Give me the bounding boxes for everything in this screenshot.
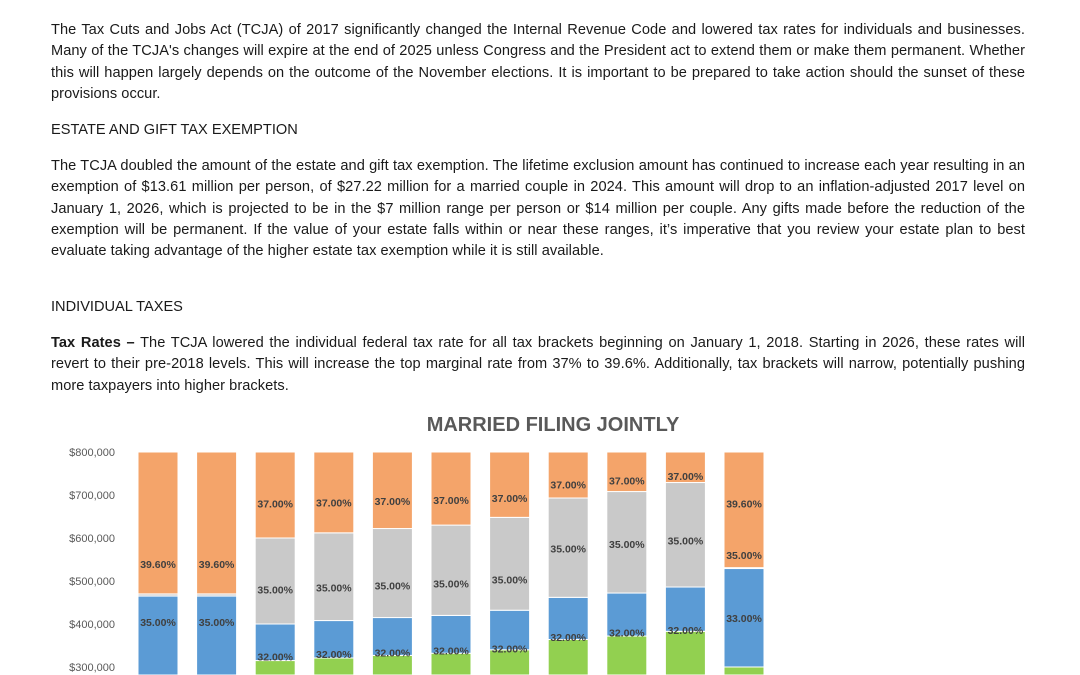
data-label: 33.00% xyxy=(726,612,762,625)
bar-segment xyxy=(431,525,471,615)
bar-segment xyxy=(255,538,295,624)
data-label: 37.00% xyxy=(667,471,704,484)
data-label: 39.60% xyxy=(140,558,176,571)
y-tick-label: $800,000 xyxy=(69,447,115,459)
bar-segment xyxy=(607,636,647,675)
data-label: 35.00% xyxy=(667,535,704,548)
y-tick-label: $700,000 xyxy=(69,490,115,502)
data-label: 35.00% xyxy=(198,616,235,629)
data-label: 37.00% xyxy=(315,497,352,510)
estate-gift-heading: ESTATE AND GIFT TAX EXEMPTION xyxy=(51,122,298,138)
y-tick-label: $400,000 xyxy=(69,619,115,631)
data-label: 37.00% xyxy=(608,475,645,488)
data-label: 32.00% xyxy=(491,643,528,656)
y-tick-label: $600,000 xyxy=(69,533,115,545)
bar-segment xyxy=(372,452,412,529)
data-label: 39.60% xyxy=(726,498,762,511)
tax-rates-text: The TCJA lowered the individual federal tax rate for all tax brackets beginning on January 1, 2018. Starting in 2026, these rates will revert to their pre-2018 levels. This will increase the top marginal rate from 37% to 39.6%. Additionally, tax brackets will narrow, potentially pushing more taxpayers into higher brackets. xyxy=(51,335,1025,394)
data-label: 32.00% xyxy=(550,631,587,644)
bar-segment xyxy=(490,452,530,517)
bar-segment xyxy=(138,596,178,675)
estate-gift-paragraph: The TCJA doubled the amount of the estate and gift tax exemption. The lifetime exclusion amount has continued to increase each year resulting in an exemption of $13.61 million per person, of $27.22 million for a married couple in 2024. This amount will drop to an inflation-adjusted 2017 level on January 1, 2026, which is projected to be in the $7 million range per person or $14 million per couple. Any gifts made before the reduction of the exemption will be permanent. If the value of your estate falls within or near these ranges, it’s imperative that you review your estate plan to best evaluate taking advantage of the higher estate tax exemption while it is still available. xyxy=(51,158,1025,260)
bar-segment xyxy=(197,596,237,675)
data-label: 32.00% xyxy=(374,647,411,660)
chart-svg xyxy=(0,405,1080,675)
bar-segment xyxy=(314,533,354,621)
data-label: 35.00% xyxy=(608,539,645,552)
data-label: 32.00% xyxy=(667,625,704,638)
y-tick-label: $500,000 xyxy=(69,576,115,588)
data-label: 35.00% xyxy=(315,582,352,595)
y-axis xyxy=(69,447,115,674)
data-label: 37.00% xyxy=(257,498,294,511)
data-label: 32.00% xyxy=(315,649,352,662)
tax-rates-paragraph xyxy=(51,333,1025,397)
data-label: 35.00% xyxy=(433,578,469,591)
chart-title: MARRIED FILING JOINTLY xyxy=(426,414,680,436)
data-label: 35.00% xyxy=(257,584,294,597)
data-label: 32.00% xyxy=(257,651,294,664)
bar-segment xyxy=(665,631,705,675)
bar-segment xyxy=(548,639,588,675)
individual-taxes-heading: INDIVIDUAL TAXES xyxy=(51,299,183,315)
data-label: 37.00% xyxy=(491,493,528,506)
bar-segment xyxy=(372,529,412,618)
y-tick-label: $300,000 xyxy=(69,662,115,674)
bar-segment xyxy=(431,452,471,525)
data-label: 39.60% xyxy=(198,558,235,571)
data-label: 35.00% xyxy=(491,574,528,587)
bar-segment xyxy=(255,452,295,538)
married-filing-jointly-chart xyxy=(0,405,1080,675)
data-label: 37.00% xyxy=(374,496,411,509)
bar-segment xyxy=(138,452,178,594)
bar-segment xyxy=(490,517,530,610)
bar-segment xyxy=(197,452,237,594)
bar-segment xyxy=(724,667,764,675)
data-label: 35.00% xyxy=(374,580,411,593)
bar-segment xyxy=(314,452,354,533)
data-label: 35.00% xyxy=(140,616,176,629)
data-label: 37.00% xyxy=(550,479,587,492)
data-label: 32.00% xyxy=(608,627,645,640)
data-label: 37.00% xyxy=(433,495,469,508)
data-label: 32.00% xyxy=(433,645,469,658)
data-label: 35.00% xyxy=(550,543,587,556)
tax-rates-lead: Tax Rates – xyxy=(51,335,135,351)
intro-paragraph: The Tax Cuts and Jobs Act (TCJA) of 2017 significantly changed the Internal Revenue Code and lowered tax rates for individuals and businesses. Many of the TCJA's changes will expire at the end of 2025 unless Congress and the President act to extend them or make them permanent. Whether this will happen largely depends on the outcome of the November elections. It is important to be prepared to take action should the sunset of these provisions occur. xyxy=(51,22,1025,102)
data-label: 35.00% xyxy=(726,550,762,563)
